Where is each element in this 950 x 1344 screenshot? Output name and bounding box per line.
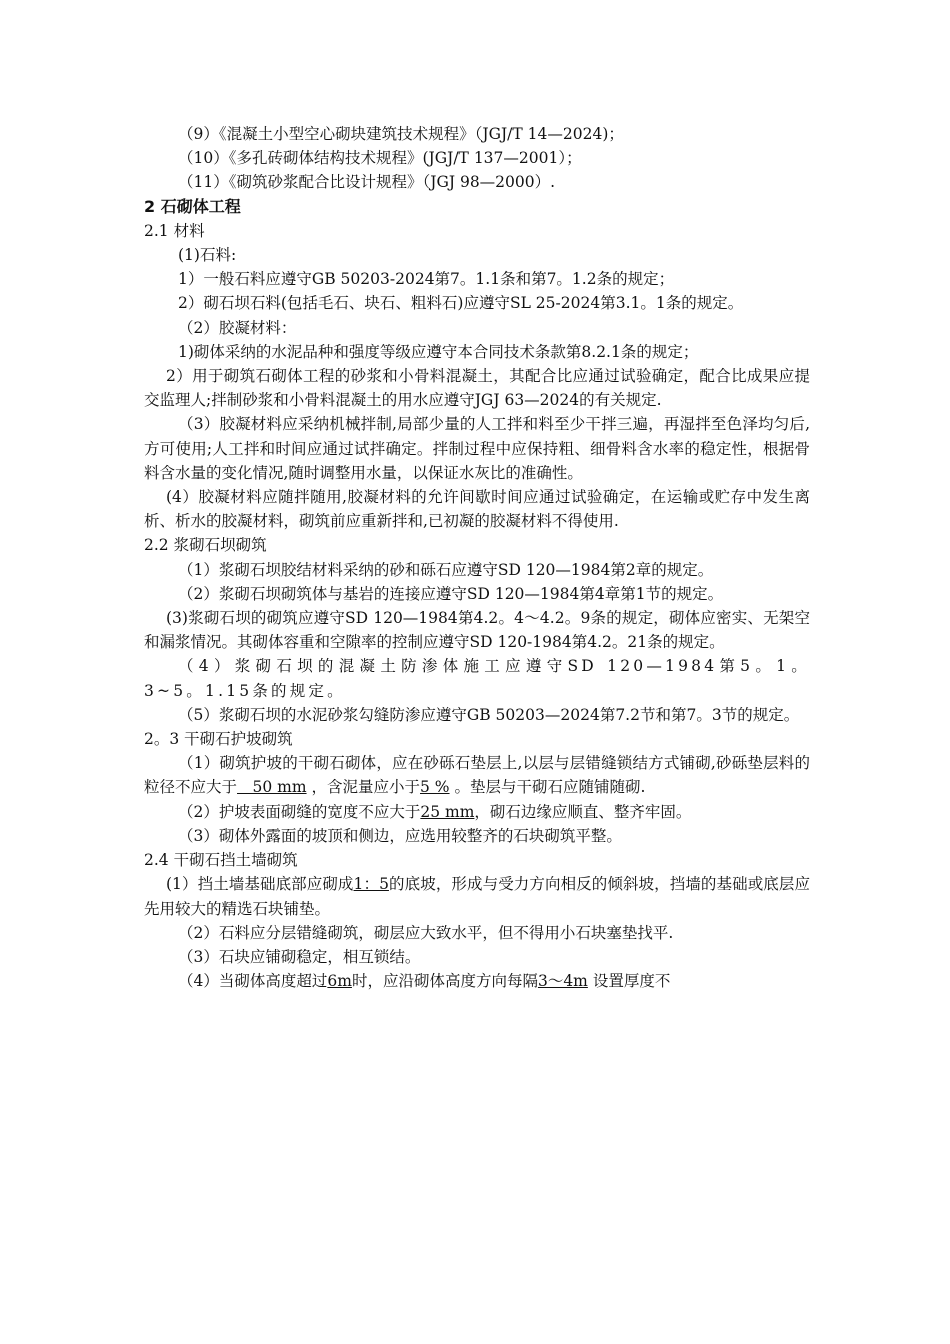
s24-item-2: （2）石料应分层错缝砌筑，砌层应大致水平，但不得用小石块塞垫找平. xyxy=(178,923,674,942)
document-page xyxy=(144,122,810,993)
s21-item-3: （3）胶凝材料应采纳机械拌制,局部少量的人工拌和料至少干拌三遍，再湿拌至色泽均匀后,方可使用;人工拌和时间应通过试拌确定。拌制过程中应保持粗、细骨料含水率的稳定性，根据骨料含水量的变化情况,随时调整用水量，以保证水灰比的准确性。 xyxy=(144,415,810,482)
s24-item-3: （3）石块应铺砌稳定，相互锁结。 xyxy=(178,947,421,966)
s23-item-2: （2）护坡表面砌缝的宽度不应大于25 mm，砌石边缘应顺直、整齐牢固。 xyxy=(178,802,692,821)
ref-10: （10）《多孔砖砌体结构技术规程》(JGJ/T 137—2001）； xyxy=(178,149,582,168)
s21-item-2-1: 1)砌体采纳的水泥品种和强度等级应遵守本合同技术条款第8.2.1条的规定； xyxy=(178,342,699,361)
s21-item-1: (1)石料: xyxy=(178,246,237,265)
s22-item-5: （5）浆砌石坝的水泥砂浆勾缝防渗应遵守GB 50203—2024第7.2节和第7。3节的规定。 xyxy=(178,705,800,724)
section-2-2-title: 2.2 浆砌石坝砌筑 xyxy=(144,536,267,555)
s21-item-1-2: 2）砌石坝石料(包括毛石、块石、粗料石)应遵守SL 25-2024第3.1。1条的规定。 xyxy=(178,294,744,313)
interval-value: 3～4m xyxy=(537,972,588,991)
s22-item-1: （1）浆砌石坝胶结材料采纳的砂和砾石应遵守SD 120—1984第2章的规定。 xyxy=(178,560,714,579)
s22-item-3: (3)浆砌石坝的砌筑应遵守SD 120—1984第4.2。4～4.2。9条的规定，砌体应密实、无架空和漏浆情况。其砌体容重和空隙率的控制应遵守SD 120-1984第4.2。21条的规定。 xyxy=(144,609,810,652)
s22-item-4: （4）浆砌石坝的混凝土防渗体施工应遵守SD 120—1984第5。1。3~5。1.15条的规定。 xyxy=(144,657,810,700)
section-2-1-title: 2.1 材料 xyxy=(144,221,205,240)
s21-item-1-1: 1）一般石料应遵守GB 50203-2024第7。1.1条和第7。1.2条的规定； xyxy=(178,270,675,289)
section-2-title: 2 石砌体工程 xyxy=(144,196,241,216)
s23-item-3: （3）砌体外露面的坡顶和侧边，应选用较整齐的石块砌筑平整。 xyxy=(178,826,622,845)
ref-9: （9）《混凝土小型空心砌块建筑技术规程》（JGJ/T 14—2024)； xyxy=(178,125,624,143)
s23-item-1: （1）砌筑护坡的干砌石砌体，应在砂砾石垫层上,以层与层错缝锁结方式铺砌,砂砾垫层料的粒径不应大于 50 mm ，含泥量应小于5 % 。垫层与干砌石应随铺随砌. xyxy=(144,754,810,797)
base-slope-value: 1：5 xyxy=(353,875,389,894)
s21-item-2-2: 2）用于砌筑石砌体工程的砂浆和小骨料混凝土，其配合比应通过试验确定，配合比成果应提交监理人;拌制砂浆和小骨料混凝土的用水应遵守JGJ 63—2024的有关规定. xyxy=(144,367,810,410)
ref-11: （11）《砌筑砂浆配合比设计规程》（JGJ 98—2000）. xyxy=(178,173,556,192)
height-threshold-value: 6m xyxy=(327,972,352,991)
s24-item-4: （4）当砌体高度超过6m时，应沿砌体高度方向每隔3～4m 设置厚度不 xyxy=(178,972,671,991)
joint-width-value: 25 mm xyxy=(420,802,475,821)
mud-content-value: 5 % xyxy=(420,778,450,797)
s21-item-2: （2）胶凝材料： xyxy=(178,318,297,337)
s21-item-4: (4）胶凝材料应随拌随用,胶凝材料的允许间歇时间应通过试验确定，在运输或贮存中发生离析、析水的胶凝材料，砌筑前应重新拌和,已初凝的胶凝材料不得使用. xyxy=(144,488,810,531)
section-2-4-title: 2.4 干砌石挡土墙砌筑 xyxy=(144,851,298,870)
max-grain-size-value: 50 mm xyxy=(237,778,307,797)
s22-item-2: （2）浆砌石坝砌筑体与基岩的连接应遵守SD 120—1984第4章第1节的规定。 xyxy=(178,584,724,603)
section-2-3-title: 2。3 干砌石护坡砌筑 xyxy=(144,730,293,749)
s24-item-1: (1）挡土墙基础底部应砌成1：5的底坡，形成与受力方向相反的倾斜坡，挡墙的基础或底层应先用较大的精选石块铺垫。 xyxy=(144,875,810,918)
